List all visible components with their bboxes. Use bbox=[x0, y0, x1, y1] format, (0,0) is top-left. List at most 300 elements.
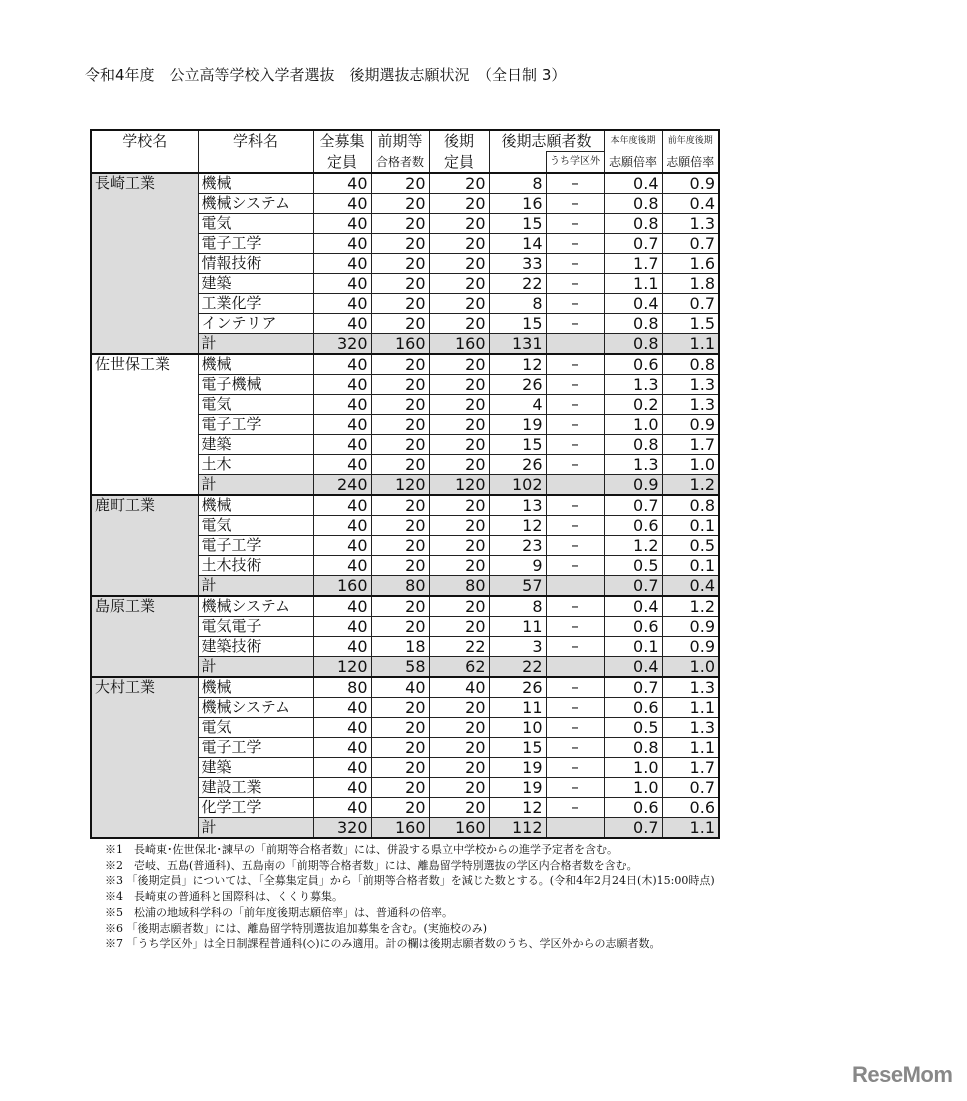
late-capacity-cell: 20 bbox=[429, 455, 489, 475]
footnote: ※4 長崎東の普通科と国際科は、くくり募集。 bbox=[105, 890, 343, 904]
capacity-cell: 40 bbox=[313, 495, 371, 516]
ratio-prev-year-cell: 1.7 bbox=[662, 435, 719, 455]
ratio-this-year-cell: 0.8 bbox=[604, 334, 662, 355]
dept-cell: 建築 bbox=[198, 274, 313, 294]
capacity-cell: 40 bbox=[313, 294, 371, 314]
outside-district-cell: – bbox=[546, 698, 604, 718]
applicants-cell: 23 bbox=[489, 536, 546, 556]
ratio-prev-year-cell: 0.7 bbox=[662, 778, 719, 798]
applicants-cell: 11 bbox=[489, 617, 546, 637]
early-passed-cell: 20 bbox=[371, 698, 429, 718]
early-passed-cell: 20 bbox=[371, 617, 429, 637]
dept-cell: 建築技術 bbox=[198, 637, 313, 657]
early-passed-cell: 20 bbox=[371, 173, 429, 194]
header-applicants: 後期志願者数 bbox=[489, 130, 604, 152]
outside-district-cell: – bbox=[546, 294, 604, 314]
ratio-this-year-cell: 1.0 bbox=[604, 758, 662, 778]
early-passed-cell: 20 bbox=[371, 314, 429, 334]
ratio-prev-year-cell: 0.7 bbox=[662, 294, 719, 314]
applicants-cell: 8 bbox=[489, 596, 546, 617]
ratio-this-year-cell: 0.4 bbox=[604, 596, 662, 617]
ratio-prev-year-cell: 1.1 bbox=[662, 334, 719, 355]
table-row bbox=[91, 596, 719, 617]
ratio-this-year-cell: 0.1 bbox=[604, 637, 662, 657]
early-passed-cell: 20 bbox=[371, 798, 429, 818]
header-early-2: 合格者数 bbox=[371, 152, 429, 174]
ratio-prev-year-cell: 1.2 bbox=[662, 596, 719, 617]
dept-cell: 機械システム bbox=[198, 596, 313, 617]
outside-district-cell: – bbox=[546, 758, 604, 778]
header-school: 学校名 bbox=[91, 130, 198, 173]
ratio-prev-year-cell: 1.8 bbox=[662, 274, 719, 294]
capacity-cell: 40 bbox=[313, 738, 371, 758]
outside-district-cell: – bbox=[546, 556, 604, 576]
ratio-prev-year-cell: 1.6 bbox=[662, 254, 719, 274]
ratio-this-year-cell: 0.6 bbox=[604, 516, 662, 536]
applicants-cell: 26 bbox=[489, 455, 546, 475]
dept-cell: 化学工学 bbox=[198, 798, 313, 818]
ratio-this-year-cell: 0.4 bbox=[604, 657, 662, 678]
dept-cell: 電子工学 bbox=[198, 234, 313, 254]
applicants-cell: 22 bbox=[489, 657, 546, 678]
ratio-prev-year-cell: 1.0 bbox=[662, 455, 719, 475]
dept-cell: 電子機械 bbox=[198, 375, 313, 395]
dept-cell: 計 bbox=[198, 334, 313, 355]
ratio-prev-year-cell: 1.5 bbox=[662, 314, 719, 334]
capacity-cell: 40 bbox=[313, 778, 371, 798]
dept-cell: 計 bbox=[198, 818, 313, 839]
dept-cell: 電気 bbox=[198, 718, 313, 738]
ratio-prev-year-cell: 0.5 bbox=[662, 536, 719, 556]
footnote: ※7 「うち学区外」は全日制課程普通科(◇)にのみ適用。計の欄は後期志願者数のうち、学区外からの志願者数。 bbox=[105, 937, 661, 951]
ratio-this-year-cell: 0.5 bbox=[604, 556, 662, 576]
capacity-cell: 40 bbox=[313, 596, 371, 617]
ratio-this-year-cell: 0.6 bbox=[604, 617, 662, 637]
applicants-cell: 4 bbox=[489, 395, 546, 415]
dept-cell: 建築 bbox=[198, 758, 313, 778]
early-passed-cell: 20 bbox=[371, 758, 429, 778]
capacity-cell: 320 bbox=[313, 818, 371, 839]
applicants-cell: 57 bbox=[489, 576, 546, 597]
ratio-prev-year-cell: 1.1 bbox=[662, 818, 719, 839]
applicants-cell: 15 bbox=[489, 214, 546, 234]
ratio-prev-year-cell: 1.3 bbox=[662, 677, 719, 698]
capacity-cell: 40 bbox=[313, 516, 371, 536]
dept-cell: 土木 bbox=[198, 455, 313, 475]
ratio-prev-year-cell: 0.8 bbox=[662, 495, 719, 516]
late-capacity-cell: 20 bbox=[429, 214, 489, 234]
applicants-cell: 15 bbox=[489, 435, 546, 455]
outside-district-cell: – bbox=[546, 596, 604, 617]
early-passed-cell: 18 bbox=[371, 637, 429, 657]
applicants-cell: 12 bbox=[489, 516, 546, 536]
capacity-cell: 40 bbox=[313, 698, 371, 718]
ratio-this-year-cell: 0.7 bbox=[604, 576, 662, 597]
applicants-cell: 112 bbox=[489, 818, 546, 839]
ratio-prev-year-cell: 0.7 bbox=[662, 234, 719, 254]
outside-district-cell: – bbox=[546, 415, 604, 435]
ratio-prev-year-cell: 1.7 bbox=[662, 758, 719, 778]
dept-cell: 電気電子 bbox=[198, 617, 313, 637]
dept-cell: 機械システム bbox=[198, 194, 313, 214]
dept-cell: 電子工学 bbox=[198, 415, 313, 435]
ratio-prev-year-cell: 0.4 bbox=[662, 194, 719, 214]
header-outside: うち学区外 bbox=[546, 152, 604, 174]
school-name: 鹿町工業 bbox=[91, 495, 198, 596]
outside-district-cell bbox=[546, 334, 604, 355]
dept-cell: 機械 bbox=[198, 677, 313, 698]
ratio-this-year-cell: 0.7 bbox=[604, 818, 662, 839]
outside-district-cell: – bbox=[546, 718, 604, 738]
footnote: ※3 「後期定員」については、「全募集定員」から「前期等合格者数」を減じた数とする。(令和4年2月24日(木)15:00時点) bbox=[105, 874, 715, 888]
early-passed-cell: 80 bbox=[371, 576, 429, 597]
outside-district-cell: – bbox=[546, 536, 604, 556]
capacity-cell: 40 bbox=[313, 194, 371, 214]
school-name: 大村工業 bbox=[91, 677, 198, 838]
early-passed-cell: 20 bbox=[371, 375, 429, 395]
late-capacity-cell: 22 bbox=[429, 637, 489, 657]
applicants-cell: 19 bbox=[489, 778, 546, 798]
applicants-cell: 19 bbox=[489, 415, 546, 435]
ratio-prev-year-cell: 0.9 bbox=[662, 637, 719, 657]
early-passed-cell: 58 bbox=[371, 657, 429, 678]
capacity-cell: 40 bbox=[313, 455, 371, 475]
footnote: ※5 松浦の地域科学科の「前年度後期志願倍率」は、普通科の倍率。 bbox=[105, 905, 453, 919]
applicants-cell: 16 bbox=[489, 194, 546, 214]
capacity-cell: 40 bbox=[313, 798, 371, 818]
ratio-this-year-cell: 1.0 bbox=[604, 778, 662, 798]
ratio-this-year-cell: 0.8 bbox=[604, 738, 662, 758]
late-capacity-cell: 160 bbox=[429, 334, 489, 355]
outside-district-cell: – bbox=[546, 314, 604, 334]
dept-cell: 機械 bbox=[198, 173, 313, 194]
application-status-table bbox=[90, 129, 720, 839]
header-ratio-prev-2: 志願倍率 bbox=[662, 152, 719, 174]
ratio-this-year-cell: 0.6 bbox=[604, 698, 662, 718]
ratio-prev-year-cell: 0.9 bbox=[662, 415, 719, 435]
dept-cell: 計 bbox=[198, 657, 313, 678]
outside-district-cell: – bbox=[546, 637, 604, 657]
late-capacity-cell: 20 bbox=[429, 798, 489, 818]
late-capacity-cell: 20 bbox=[429, 698, 489, 718]
early-passed-cell: 20 bbox=[371, 596, 429, 617]
capacity-cell: 40 bbox=[313, 173, 371, 194]
footnote: ※2 壱岐、五島(普通科)、五島南の「前期等合格者数」には、離島留学特別選抜の学区内合格者数を含む。 bbox=[105, 858, 638, 872]
outside-district-cell: – bbox=[546, 778, 604, 798]
ratio-prev-year-cell: 1.2 bbox=[662, 475, 719, 496]
capacity-cell: 320 bbox=[313, 334, 371, 355]
ratio-this-year-cell: 0.8 bbox=[604, 435, 662, 455]
capacity-cell: 120 bbox=[313, 657, 371, 678]
outside-district-cell bbox=[546, 576, 604, 597]
late-capacity-cell: 20 bbox=[429, 173, 489, 194]
outside-district-cell: – bbox=[546, 435, 604, 455]
early-passed-cell: 20 bbox=[371, 718, 429, 738]
outside-district-cell: – bbox=[546, 455, 604, 475]
early-passed-cell: 20 bbox=[371, 536, 429, 556]
early-passed-cell: 160 bbox=[371, 818, 429, 839]
ratio-this-year-cell: 0.4 bbox=[604, 294, 662, 314]
applicants-cell: 26 bbox=[489, 677, 546, 698]
header-ratio-prev: 前年度後期 bbox=[662, 130, 719, 152]
outside-district-cell: – bbox=[546, 194, 604, 214]
outside-district-cell: – bbox=[546, 234, 604, 254]
capacity-cell: 80 bbox=[313, 677, 371, 698]
early-passed-cell: 20 bbox=[371, 395, 429, 415]
ratio-prev-year-cell: 1.0 bbox=[662, 657, 719, 678]
late-capacity-cell: 20 bbox=[429, 495, 489, 516]
dept-cell: 電子工学 bbox=[198, 738, 313, 758]
late-capacity-cell: 20 bbox=[429, 314, 489, 334]
outside-district-cell: – bbox=[546, 254, 604, 274]
capacity-cell: 40 bbox=[313, 415, 371, 435]
applicants-cell: 11 bbox=[489, 698, 546, 718]
ratio-prev-year-cell: 1.3 bbox=[662, 718, 719, 738]
table-row bbox=[91, 354, 719, 375]
ratio-prev-year-cell: 0.8 bbox=[662, 354, 719, 375]
outside-district-cell: – bbox=[546, 354, 604, 375]
footnote: ※6 「後期志願者数」には、離島留学特別選抜追加募集を含む。(実施校のみ) bbox=[105, 921, 488, 935]
applicants-cell: 12 bbox=[489, 798, 546, 818]
table-row bbox=[91, 495, 719, 516]
resemom-logo: ReseMom bbox=[852, 1062, 953, 1087]
early-passed-cell: 20 bbox=[371, 294, 429, 314]
outside-district-cell bbox=[546, 475, 604, 496]
applicants-cell: 19 bbox=[489, 758, 546, 778]
late-capacity-cell: 20 bbox=[429, 415, 489, 435]
ratio-this-year-cell: 0.5 bbox=[604, 718, 662, 738]
capacity-cell: 40 bbox=[313, 395, 371, 415]
applicants-cell: 26 bbox=[489, 375, 546, 395]
applicants-cell: 102 bbox=[489, 475, 546, 496]
ratio-this-year-cell: 1.2 bbox=[604, 536, 662, 556]
applicants-cell: 10 bbox=[489, 718, 546, 738]
capacity-cell: 40 bbox=[313, 718, 371, 738]
outside-district-cell: – bbox=[546, 375, 604, 395]
capacity-cell: 40 bbox=[313, 556, 371, 576]
early-passed-cell: 20 bbox=[371, 738, 429, 758]
ratio-this-year-cell: 0.7 bbox=[604, 495, 662, 516]
ratio-this-year-cell: 0.7 bbox=[604, 234, 662, 254]
dept-cell: 機械システム bbox=[198, 698, 313, 718]
school-name: 島原工業 bbox=[91, 596, 198, 677]
early-passed-cell: 20 bbox=[371, 415, 429, 435]
late-capacity-cell: 40 bbox=[429, 677, 489, 698]
school-name: 佐世保工業 bbox=[91, 354, 198, 495]
late-capacity-cell: 20 bbox=[429, 758, 489, 778]
outside-district-cell: – bbox=[546, 395, 604, 415]
applicants-cell: 3 bbox=[489, 637, 546, 657]
late-capacity-cell: 120 bbox=[429, 475, 489, 496]
table-row bbox=[91, 173, 719, 194]
early-passed-cell: 20 bbox=[371, 274, 429, 294]
ratio-this-year-cell: 0.8 bbox=[604, 194, 662, 214]
late-capacity-cell: 20 bbox=[429, 536, 489, 556]
ratio-prev-year-cell: 1.3 bbox=[662, 375, 719, 395]
capacity-cell: 40 bbox=[313, 637, 371, 657]
ratio-prev-year-cell: 1.1 bbox=[662, 698, 719, 718]
applicants-cell: 12 bbox=[489, 354, 546, 375]
early-passed-cell: 20 bbox=[371, 556, 429, 576]
capacity-cell: 240 bbox=[313, 475, 371, 496]
ratio-this-year-cell: 1.3 bbox=[604, 455, 662, 475]
dept-cell: 電気 bbox=[198, 214, 313, 234]
late-capacity-cell: 20 bbox=[429, 194, 489, 214]
applicants-cell: 15 bbox=[489, 738, 546, 758]
early-passed-cell: 20 bbox=[371, 435, 429, 455]
header-dept: 学科名 bbox=[198, 130, 313, 173]
ratio-this-year-cell: 0.8 bbox=[604, 314, 662, 334]
dept-cell: 電気 bbox=[198, 516, 313, 536]
early-passed-cell: 160 bbox=[371, 334, 429, 355]
dept-cell: 機械 bbox=[198, 495, 313, 516]
header-capacity: 全募集 bbox=[313, 130, 371, 152]
capacity-cell: 160 bbox=[313, 576, 371, 597]
late-capacity-cell: 20 bbox=[429, 596, 489, 617]
early-passed-cell: 120 bbox=[371, 475, 429, 496]
capacity-cell: 40 bbox=[313, 314, 371, 334]
applicants-cell: 14 bbox=[489, 234, 546, 254]
dept-cell: 建設工業 bbox=[198, 778, 313, 798]
early-passed-cell: 40 bbox=[371, 677, 429, 698]
outside-district-cell: – bbox=[546, 173, 604, 194]
late-capacity-cell: 20 bbox=[429, 718, 489, 738]
capacity-cell: 40 bbox=[313, 536, 371, 556]
header-ratio-this: 本年度後期 bbox=[604, 130, 662, 152]
capacity-cell: 40 bbox=[313, 274, 371, 294]
applicants-cell: 13 bbox=[489, 495, 546, 516]
outside-district-cell: – bbox=[546, 798, 604, 818]
outside-district-cell: – bbox=[546, 516, 604, 536]
ratio-prev-year-cell: 0.9 bbox=[662, 617, 719, 637]
ratio-this-year-cell: 1.3 bbox=[604, 375, 662, 395]
late-capacity-cell: 20 bbox=[429, 294, 489, 314]
ratio-this-year-cell: 1.7 bbox=[604, 254, 662, 274]
late-capacity-cell: 20 bbox=[429, 254, 489, 274]
school-name: 長崎工業 bbox=[91, 173, 198, 354]
dept-cell: 情報技術 bbox=[198, 254, 313, 274]
dept-cell: 工業化学 bbox=[198, 294, 313, 314]
header-early: 前期等 bbox=[371, 130, 429, 152]
capacity-cell: 40 bbox=[313, 254, 371, 274]
late-capacity-cell: 160 bbox=[429, 818, 489, 839]
capacity-cell: 40 bbox=[313, 234, 371, 254]
late-capacity-cell: 20 bbox=[429, 395, 489, 415]
footnotes bbox=[105, 842, 715, 952]
dept-cell: インテリア bbox=[198, 314, 313, 334]
ratio-this-year-cell: 0.2 bbox=[604, 395, 662, 415]
late-capacity-cell: 20 bbox=[429, 354, 489, 375]
late-capacity-cell: 20 bbox=[429, 738, 489, 758]
ratio-prev-year-cell: 1.3 bbox=[662, 395, 719, 415]
ratio-prev-year-cell: 0.6 bbox=[662, 798, 719, 818]
late-capacity-cell: 20 bbox=[429, 556, 489, 576]
early-passed-cell: 20 bbox=[371, 778, 429, 798]
dept-cell: 計 bbox=[198, 576, 313, 597]
early-passed-cell: 20 bbox=[371, 516, 429, 536]
ratio-this-year-cell: 0.6 bbox=[604, 798, 662, 818]
table-row bbox=[91, 677, 719, 698]
capacity-cell: 40 bbox=[313, 435, 371, 455]
early-passed-cell: 20 bbox=[371, 254, 429, 274]
late-capacity-cell: 20 bbox=[429, 435, 489, 455]
footnote: ※1 長崎東･佐世保北･諫早の「前期等合格者数」には、併設する県立中学校からの進学予定者を含む。 bbox=[105, 843, 618, 856]
outside-district-cell bbox=[546, 657, 604, 678]
applicants-cell: 8 bbox=[489, 294, 546, 314]
late-capacity-cell: 20 bbox=[429, 234, 489, 254]
ratio-this-year-cell: 1.1 bbox=[604, 274, 662, 294]
outside-district-cell bbox=[546, 818, 604, 839]
header-ratio-this-2: 志願倍率 bbox=[604, 152, 662, 174]
late-capacity-cell: 20 bbox=[429, 778, 489, 798]
ratio-this-year-cell: 0.6 bbox=[604, 354, 662, 375]
ratio-prev-year-cell: 0.4 bbox=[662, 576, 719, 597]
table-body bbox=[91, 173, 719, 838]
early-passed-cell: 20 bbox=[371, 354, 429, 375]
late-capacity-cell: 20 bbox=[429, 617, 489, 637]
ratio-prev-year-cell: 0.1 bbox=[662, 556, 719, 576]
late-capacity-cell: 20 bbox=[429, 516, 489, 536]
capacity-cell: 40 bbox=[313, 758, 371, 778]
ratio-prev-year-cell: 0.1 bbox=[662, 516, 719, 536]
outside-district-cell: – bbox=[546, 677, 604, 698]
dept-cell: 電子工学 bbox=[198, 536, 313, 556]
capacity-cell: 40 bbox=[313, 354, 371, 375]
header-capacity-2: 定員 bbox=[313, 152, 371, 174]
ratio-this-year-cell: 0.9 bbox=[604, 475, 662, 496]
page-title: 令和4年度 公立高等学校入学者選抜 後期選抜志願状況 （全日制 3） bbox=[85, 66, 567, 84]
outside-district-cell: – bbox=[546, 738, 604, 758]
early-passed-cell: 20 bbox=[371, 194, 429, 214]
applicants-cell: 33 bbox=[489, 254, 546, 274]
applicants-cell: 8 bbox=[489, 173, 546, 194]
late-capacity-cell: 62 bbox=[429, 657, 489, 678]
ratio-prev-year-cell: 1.1 bbox=[662, 738, 719, 758]
applicants-cell: 9 bbox=[489, 556, 546, 576]
outside-district-cell: – bbox=[546, 274, 604, 294]
applicants-cell: 22 bbox=[489, 274, 546, 294]
early-passed-cell: 20 bbox=[371, 455, 429, 475]
ratio-prev-year-cell: 1.3 bbox=[662, 214, 719, 234]
dept-cell: 機械 bbox=[198, 354, 313, 375]
ratio-this-year-cell: 1.0 bbox=[604, 415, 662, 435]
late-capacity-cell: 80 bbox=[429, 576, 489, 597]
capacity-cell: 40 bbox=[313, 617, 371, 637]
capacity-cell: 40 bbox=[313, 375, 371, 395]
dept-cell: 土木技術 bbox=[198, 556, 313, 576]
applicants-cell: 131 bbox=[489, 334, 546, 355]
ratio-this-year-cell: 0.8 bbox=[604, 214, 662, 234]
capacity-cell: 40 bbox=[313, 214, 371, 234]
applicants-cell: 15 bbox=[489, 314, 546, 334]
early-passed-cell: 20 bbox=[371, 234, 429, 254]
dept-cell: 建築 bbox=[198, 435, 313, 455]
outside-district-cell: – bbox=[546, 495, 604, 516]
ratio-prev-year-cell: 0.9 bbox=[662, 173, 719, 194]
ratio-this-year-cell: 0.4 bbox=[604, 173, 662, 194]
late-capacity-cell: 20 bbox=[429, 375, 489, 395]
dept-cell: 電気 bbox=[198, 395, 313, 415]
early-passed-cell: 20 bbox=[371, 214, 429, 234]
outside-district-cell: – bbox=[546, 214, 604, 234]
early-passed-cell: 20 bbox=[371, 495, 429, 516]
ratio-this-year-cell: 0.7 bbox=[604, 677, 662, 698]
dept-cell: 計 bbox=[198, 475, 313, 496]
late-capacity-cell: 20 bbox=[429, 274, 489, 294]
table-header bbox=[91, 130, 719, 173]
header-late-2: 定員 bbox=[429, 152, 489, 174]
header-late: 後期 bbox=[429, 130, 489, 152]
